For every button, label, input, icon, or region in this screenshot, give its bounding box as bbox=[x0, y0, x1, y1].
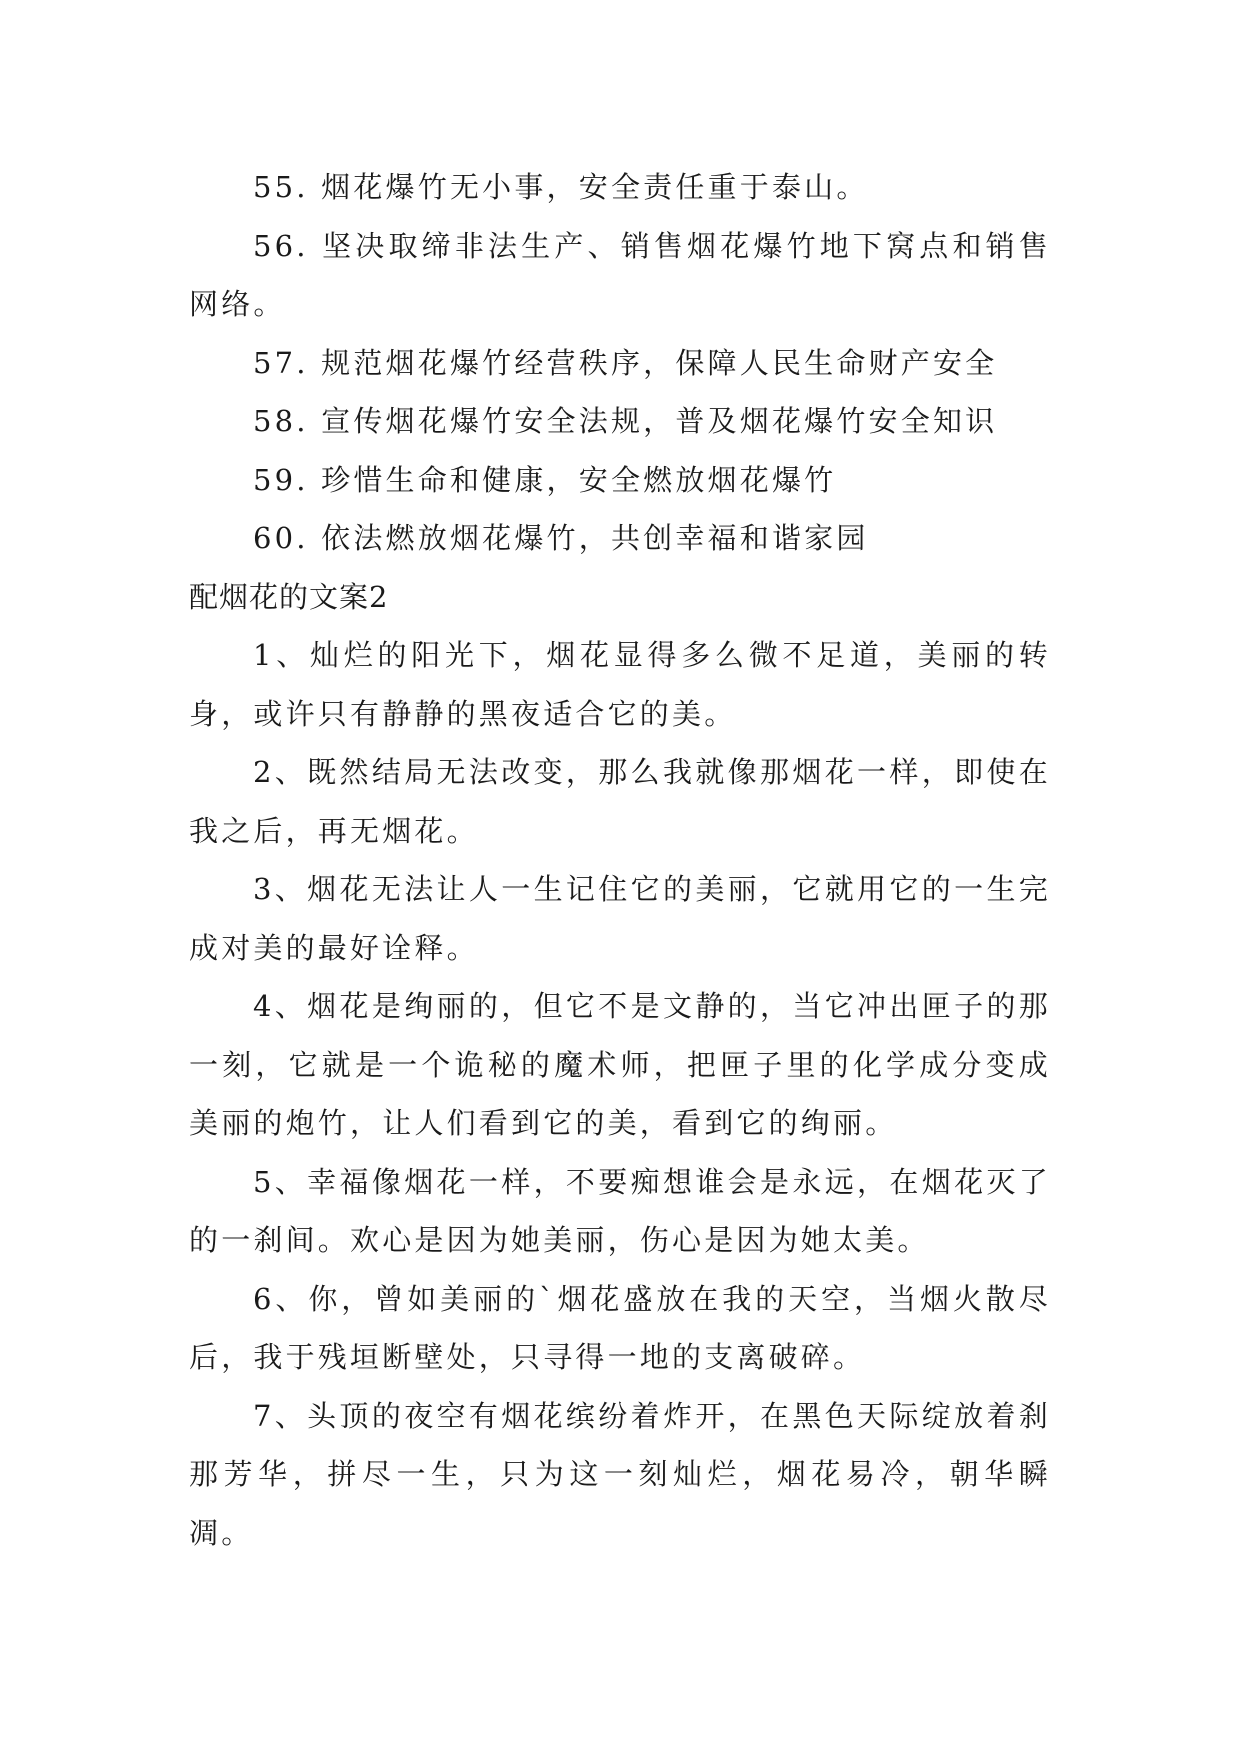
list-item: 4、烟花是绚丽的，但它不是文静的，当它冲出匣子的那一刻，它就是一个诡秘的魔术师，把匣子里的化学成分变成美丽的炮竹，让人们看到它的美，看到它的绚丽。 bbox=[189, 989, 1051, 1140]
list-item: 60. 依法燃放烟花爆竹，共创幸福和谐家园 bbox=[253, 521, 869, 555]
list-item: 56. 坚决取缔非法生产、销售烟花爆竹地下窝点和销售网络。 bbox=[189, 228, 1051, 321]
list-item: 59. 珍惜生命和健康，安全燃放烟花爆竹 bbox=[253, 462, 837, 497]
list-item: 57. 规范烟花爆竹经营秩序，保障人民生命财产安全 bbox=[253, 345, 998, 380]
list-item: 2、既然结局无法改变，那么我就像那烟花一样，即使在我之后，再无烟花。 bbox=[189, 755, 1051, 848]
list-item: 55. 烟花爆竹无小事，安全责任重于泰山。 bbox=[253, 170, 869, 204]
section-title: 配烟花的文案2 bbox=[189, 579, 389, 614]
document-body bbox=[189, 158, 1051, 1562]
list-item: 58. 宣传烟花爆竹安全法规，普及烟花爆竹安全知识 bbox=[253, 404, 998, 438]
list-item: 5、幸福像烟花一样，不要痴想谁会是永远，在烟花灭了的一刹间。欢心是因为她美丽，伤心是因为她太美。 bbox=[189, 1164, 1051, 1257]
list-item: 3、烟花无法让人一生记住它的美丽，它就用它的一生完成对美的最好诠释。 bbox=[189, 872, 1051, 965]
list-item: 7、头顶的夜空有烟花缤纷着炸开，在黑色天际绽放着刹那芳华，拼尽一生，只为这一刻灿烂，烟花易冷，朝华瞬凋。 bbox=[189, 1398, 1051, 1550]
list-item: 6、你，曾如美丽的`烟花盛放在我的天空，当烟火散尽后，我于残垣断壁处，只寻得一地的支离破碎。 bbox=[189, 1281, 1051, 1374]
list-item: 1、灿烂的阳光下，烟花显得多么微不足道，美丽的转身，或许只有静静的黑夜适合它的美。 bbox=[189, 638, 1051, 731]
